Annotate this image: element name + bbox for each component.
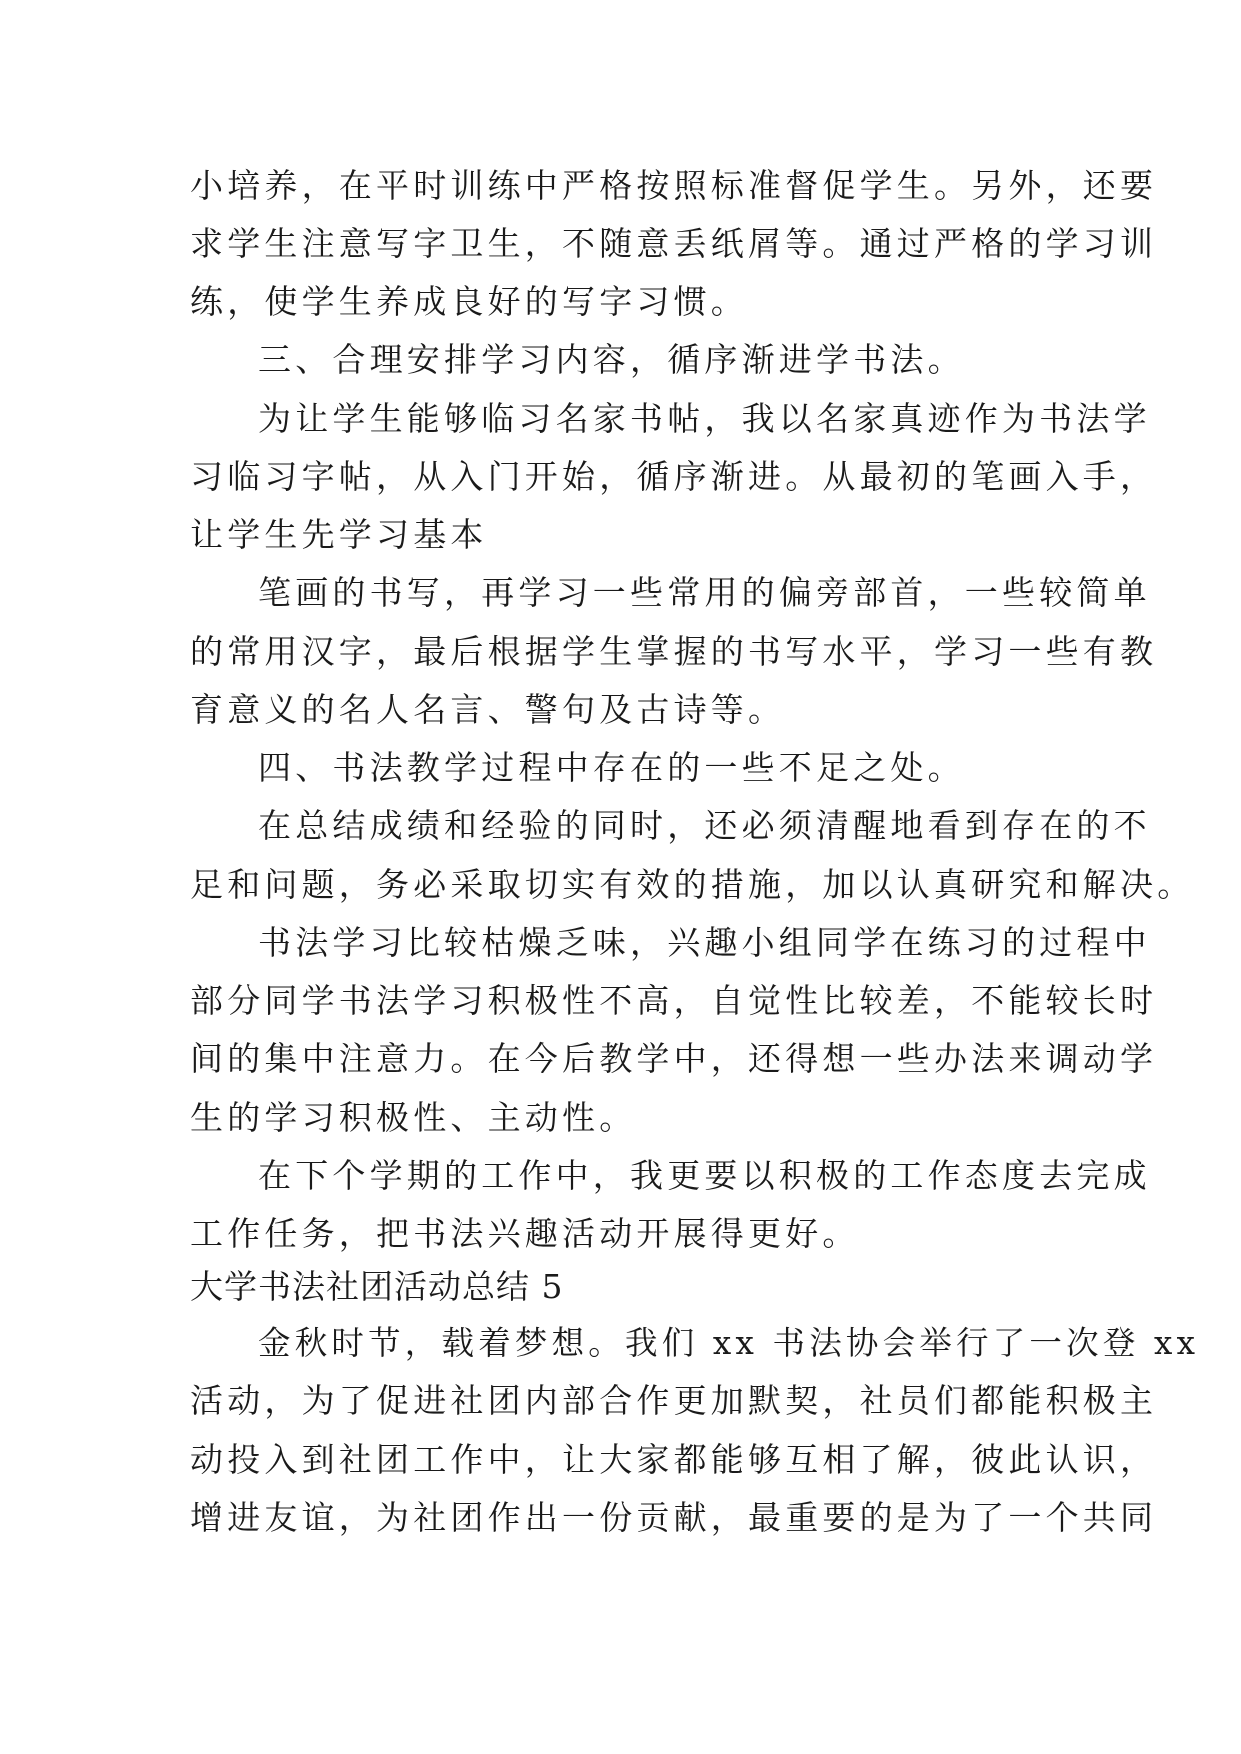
section-heading: 三、合理安排学习内容，循序渐进学书法。 <box>258 340 965 379</box>
article-title: 大学书法社团活动总结 5 <box>190 1267 564 1306</box>
text-line: 生的学习积极性、主动性。 <box>190 1098 637 1137</box>
text-line: 为让学生能够临习名家书帖，我以名家真迹作为书法学 <box>258 399 1151 438</box>
text-line: 小培养，在平时训练中严格按照标准督促学生。另外，还要 <box>190 166 1158 205</box>
section-heading: 四、书法教学过程中存在的一些不足之处。 <box>258 748 965 787</box>
text-line: 求学生注意写字卫生，不随意丢纸屑等。通过严格的学习训 <box>190 224 1158 263</box>
text-line: 书法学习比较枯燥乏味，兴趣小组同学在练习的过程中 <box>258 923 1151 962</box>
text-line: 金秋时节，载着梦想。我们 xx 书法协会举行了一次登 xx <box>258 1324 1200 1362</box>
text-line: 工作任务，把书法兴趣活动开展得更好。 <box>190 1214 860 1253</box>
text-line: 育意义的名人名言、警句及古诗等。 <box>190 690 786 729</box>
text-line: 增进友谊，为社团作出一份贡献，最重要的是为了一个共同 <box>190 1498 1158 1537</box>
text-line: 动投入到社团工作中，让大家都能够互相了解，彼此认识， <box>190 1440 1158 1479</box>
text-line: 笔画的书写，再学习一些常用的偏旁部首，一些较简单 <box>258 573 1151 612</box>
text-line: 在下个学期的工作中，我更要以积极的工作态度去完成 <box>258 1156 1151 1195</box>
text-line: 在总结成绩和经验的同时，还必须清醒地看到存在的不 <box>258 806 1151 845</box>
text-line: 的常用汉字，最后根据学生掌握的书写水平，学习一些有教 <box>190 632 1158 671</box>
text-line: 练，使学生养成良好的写字习惯。 <box>190 282 748 321</box>
text-line: 活动，为了促进社团内部合作更加默契，社员们都能积极主 <box>190 1381 1158 1420</box>
text-line: 让学生先学习基本 <box>190 515 488 554</box>
text-line: 足和问题，务必采取切实有效的措施，加以认真研究和解决。 <box>190 865 1195 904</box>
text-line: 部分同学书法学习积极性不高，自觉性比较差，不能较长时 <box>190 981 1158 1020</box>
text-line: 间的集中注意力。在今后教学中，还得想一些办法来调动学 <box>190 1039 1158 1078</box>
text-line: 习临习字帖，从入门开始，循序渐进。从最初的笔画入手， <box>190 457 1158 496</box>
